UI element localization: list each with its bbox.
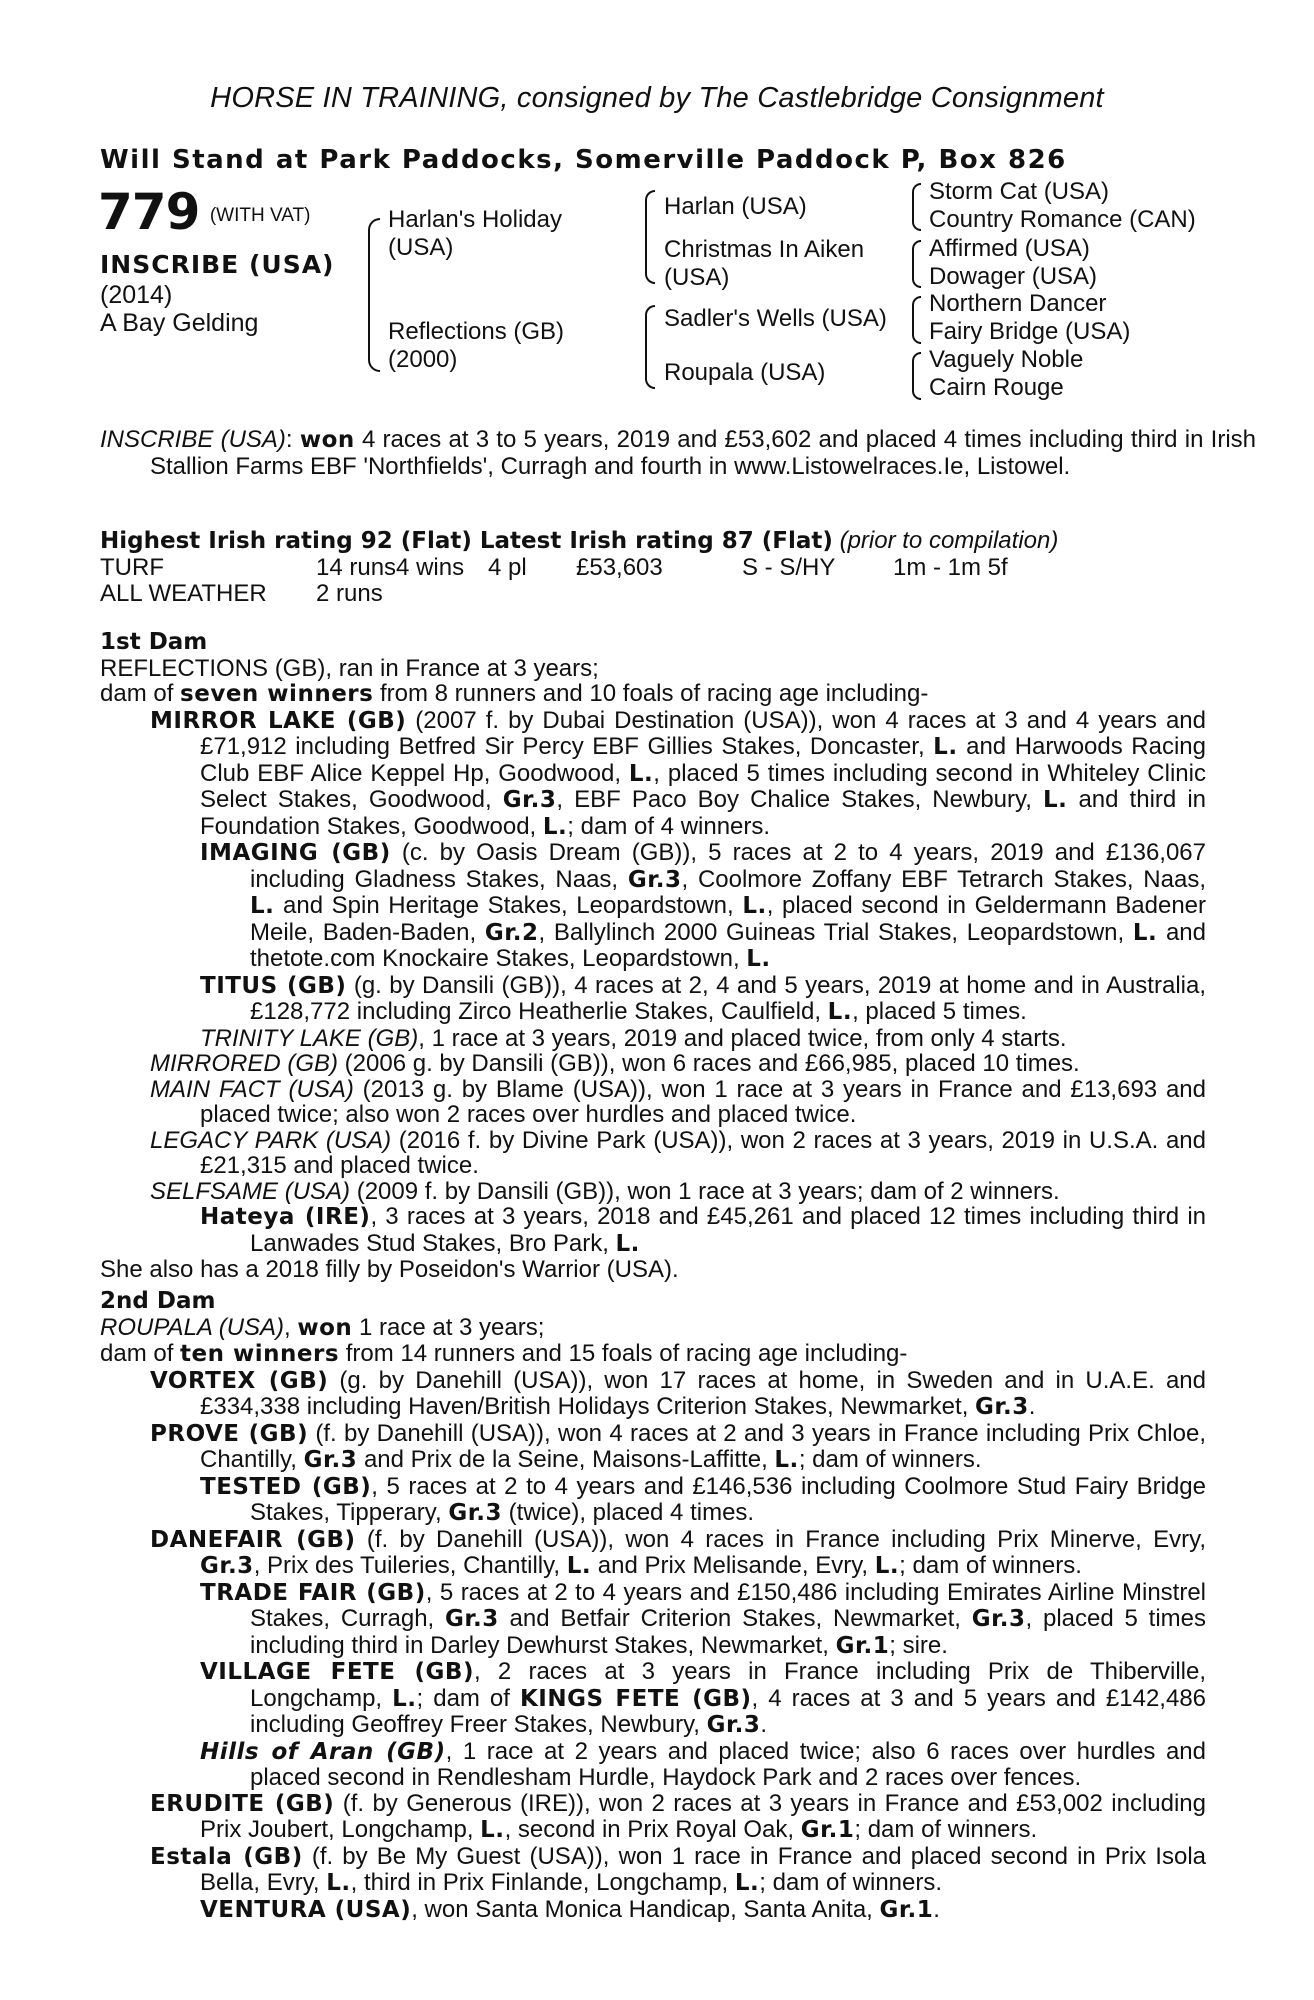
section-heading: 1st Dam xyxy=(100,629,208,655)
turf-runs: 14 runs4 wins xyxy=(316,554,465,581)
lot-number-block xyxy=(98,183,310,241)
pedigree-sire-sire: Harlan (USA) xyxy=(664,193,807,220)
progeny-entry: LEGACY PARK (USA) (2016 f. by Divine Park (USA)), won 2 races at 3 years, 2019 in U.S.A. and £21,315 and placed twice. xyxy=(150,1126,1206,1179)
progeny-entry: MIRROR LAKE (GB) (2007 f. by Dubai Destination (USA)), won 4 races at 3 and 4 years and £71,912 including Betfred Sir Percy EBF Gillies Stakes, Doncaster, L. and Harwoods Racing Club EBF Alice Keppel Hp, Goodwood, L., placed 5 times including second in Whiteley Clinic Select Stakes, Goodwood, Gr.3, EBF Paco Boy Chalice Stakes, Newbury, L. and third in Foundation Stakes, Goodwood, L.; dam of 4 winners. xyxy=(150,706,1206,840)
pedigree-sss: Storm Cat (USA) xyxy=(929,178,1110,205)
section-heading: 2nd Dam xyxy=(100,1288,216,1314)
progeny-entry: SELFSAME (USA) (2009 f. by Dansili (GB)), won 1 race at 3 years; dam of 2 winners. xyxy=(150,1177,1060,1205)
pedigree-sire-dam: Christmas In Aiken (USA) xyxy=(664,236,865,291)
rating-line: Highest Irish rating 92 (Flat) Latest Irish rating 87 (Flat) (prior to compilation) xyxy=(100,527,1059,554)
pedigree-bracket xyxy=(912,296,921,344)
lot-number: 779 xyxy=(98,183,200,241)
second-dam-section: 2nd Dam ROUPALA (USA), won 1 race at 3 years; dam of ten winners from 14 runners and 15 foals of racing age including- VORTEX (GB) (g. by Danehill (USA)), won 17 races at home, in Sweden and in U.A.E. and £334,338 including Haven/British Holidays Criterion Stakes, Newmarket, Gr.3. PROVE (GB) (f. by Danehill (USA)), won 4 races at 2 and 3 years in France including Prix Chloe, Chantilly, Gr.3 and Prix de la Seine, Maisons-Laffitte, L.; dam of winners. TESTED (GB), 5 races at 2 to 4 years and £146,536 including Coolmore Stud Fairy Bridge Stakes, Tipperary, Gr.3 (twice), placed 4 times. DANEFAIR (GB) (f. by Danehill (USA)), won 4 races in France including Prix Minerve, Evry, Gr.3, Prix des Tuileries, Chantilly, L. and Prix Melisande, Evry, L.; dam of winners. TRADE FAIR (GB), 5 races at 2 to 4 years and £150,486 including Emirates Airline Minstrel Stakes, Curragh, Gr.3 and Betfair Criterion Stakes, Newmarket, Gr.3, placed 5 times including third in Darley Dewhurst Stakes, Newmarket, Gr.1; sire. VILLAGE FETE (GB), 2 races at 3 years in France including Prix de Thiberville, Longchamp, L.; dam of KINGS FETE (GB), 4 races at 3 and 5 years and £142,486 including Geoffrey Freer Stakes, Newbury, Gr.3. Hills of Aran (GB), 1 race at 2 years and placed twice; also 6 races over hurdles and placed second in Rendlesham Hurdle, Haydock Park and 2 races over fences. ERUDITE (GB) (f. by Generous (IRE)), won 2 races at 3 years in France and £53,002 including Prix Joubert, Longchamp, L., second in Prix Royal Oak, Gr.1; dam of winners. Estala (GB) (f. by Be My Guest (USA)), won 1 race in France and placed second in Prix Isola Bella, Evry, L., third in Prix Finlande, Longchamp, L.; dam of winners. VENTURA (USA), won Santa Monica Handicap, Santa Anita, Gr.1. xyxy=(100,1288,1207,1923)
progeny-entry: ERUDITE (GB) (f. by Generous (IRE)), won 2 races at 3 years in France and £53,002 including Prix Joubert, Longchamp, L., second in Prix Royal Oak, Gr.1; dam of winners. xyxy=(150,1789,1207,1843)
pedigree-bracket xyxy=(912,183,921,231)
pedigree-dam-dam: Roupala (USA) xyxy=(664,359,826,386)
first-dam-section: 1st Dam REFLECTIONS (GB), ran in France at 3 years; dam of seven winners from 8 runners and 10 foals of racing age including- MIRROR LAKE (GB) (2007 f. by Dubai Destination (USA)), won 4 races at 3 and 4 years and £71,912 including Betfred Sir Percy EBF Gillies Stakes, Doncaster, L. and Harwoods Racing Club EBF Alice Keppel Hp, Goodwood, L., placed 5 times including second in Whiteley Clinic Select Stakes, Goodwood, Gr.3, EBF Paco Boy Chalice Stakes, Newbury, L. and third in Foundation Stakes, Goodwood, L.; dam of 4 winners. IMAGING (GB) (c. by Oasis Dream (GB)), 5 races at 2 to 4 years, 2019 and £136,067 including Gladness Stakes, Naas, Gr.3, Coolmore Zoffany EBF Tetrarch Stakes, Naas, L. and Spin Heritage Stakes, Leopardstown, L., placed second in Geldermann Badener Meile, Baden-Baden, Gr.2, Ballylinch 2000 Guineas Trial Stakes, Leopardstown, L. and thetote.com Knockaire Stakes, Leopardstown, L. TITUS (GB) (g. by Dansili (GB)), 4 races at 2, 4 and 5 years, 2019 at home and in Australia, £128,772 including Zirco Heatherlie Stakes, Caulfield, L., placed 5 times. TRINITY LAKE (GB), 1 race at 3 years, 2019 and placed twice, from only 4 starts. MIRRORED (GB) (2006 g. by Dansili (GB)), won 6 races and £66,985, placed 10 times. MAIN FACT (USA) (2013 g. by Blame (USA)), won 1 race at 3 years in France and £13,693 and placed twice; also won 2 races over hurdles and placed twice. LEGACY PARK (USA) (2016 f. by Divine Park (USA)), won 2 races at 3 years, 2019 in U.S.A. and £21,315 and placed twice. SELFSAME (USA) (2009 f. by Dansili (GB)), won 1 race at 3 years; dam of 2 winners. Hateya (IRE), 3 races at 3 years, 2018 and £45,261 and placed 12 times including third in Lanwades Stud Stakes, Bro Park, L. She also has a 2018 filly by Poseidon's Warrior (USA). xyxy=(100,629,1207,1283)
pedigree-bracket xyxy=(912,352,921,400)
turf-distance: 1m - 1m 5f xyxy=(893,554,1008,581)
progeny-entry: TRADE FAIR (GB), 5 races at 2 to 4 years and £150,486 including Emirates Airline Minstrel Stakes, Curragh, Gr.3 and Betfair Criterion Stakes, Newmarket, Gr.3, placed 5 times including third in Darley Dewhurst Stakes, Newmarket, Gr.1; sire. xyxy=(200,1578,1207,1659)
pedigree-bracket xyxy=(645,190,655,284)
pedigree-dds: Vaguely Noble xyxy=(929,346,1084,373)
stand-location: Will Stand at Park Paddocks, Somerville Paddock P, Box 826 xyxy=(100,145,1067,175)
pedigree-bracket xyxy=(368,218,380,372)
progeny-entry: VORTEX (GB) (g. by Danehill (USA)), won 17 races at home, in Sweden and in U.A.E. and £334,338 including Haven/British Holidays Criterion Stakes, Newmarket, Gr.3. xyxy=(150,1366,1206,1420)
race-summary: INSCRIBE (USA): won 4 races at 3 to 5 years, 2019 and £53,602 and placed 4 times including third in Irish Stallion Farms EBF 'Northfields', Curragh and fourth in www.Listowelraces.Ie, Listowel. xyxy=(100,426,1257,480)
pedigree-dss: Northern Dancer xyxy=(929,290,1107,317)
pedigree-dam-sire: Sadler's Wells (USA) xyxy=(664,305,887,332)
vat-note: (WITH VAT) xyxy=(209,205,311,226)
progeny-entry: TESTED (GB), 5 races at 2 to 4 years and £146,536 including Coolmore Stud Fairy Bridge Stakes, Tipperary, Gr.3 (twice), placed 4 times. xyxy=(200,1472,1206,1526)
horse-description: A Bay Gelding xyxy=(100,309,259,337)
progeny-entry: Hills of Aran (GB), 1 race at 2 years and placed twice; also 6 races over hurdles and placed second in Rendlesham Hurdle, Haydock Park and 2 races over fences. xyxy=(200,1737,1206,1791)
progeny-entry: TITUS (GB) (g. by Dansili (GB)), 4 races at 2, 4 and 5 years, 2019 at home and in Australia, £128,772 including Zirco Heatherlie Stakes, Caulfield, L., placed 5 times. xyxy=(200,971,1206,1025)
page-header: HORSE IN TRAINING, consigned by The Castlebridge Consignment xyxy=(210,82,1104,114)
pedigree-dsd: Fairy Bridge (USA) xyxy=(929,318,1131,345)
pedigree-sds: Affirmed (USA) xyxy=(929,235,1090,262)
progeny-entry: IMAGING (GB) (c. by Oasis Dream (GB)), 5 races at 2 to 4 years, 2019 and £136,067 including Gladness Stakes, Naas, Gr.3, Coolmore Zoffany EBF Tetrarch Stakes, Naas, L. and Spin Heritage Stakes, Leopardstown, L., placed second in Geldermann Badener Meile, Baden-Baden, Gr.2, Ballylinch 2000 Guineas Trial Stakes, Leopardstown, L. and thetote.com Knockaire Stakes, Leopardstown, L. xyxy=(200,839,1207,972)
pedigree-ssd: Country Romance (CAN) xyxy=(929,206,1196,233)
pedigree-bracket xyxy=(912,240,921,288)
turf-label: TURF xyxy=(100,554,164,581)
pedigree-ddd: Cairn Rouge xyxy=(929,374,1064,401)
pedigree-bracket xyxy=(645,305,655,389)
progeny-entry: VENTURA (USA), won Santa Monica Handicap, Santa Anita, Gr.1. xyxy=(200,1895,940,1923)
pedigree-dam: Reflections (GB) (2000) xyxy=(388,318,565,373)
aw-runs: 2 runs xyxy=(316,580,383,607)
progeny-entry: MAIN FACT (USA) (2013 g. by Blame (USA)), won 1 race at 3 years in France and £13,693 and placed twice; also won 2 races over hurdles and placed twice. xyxy=(150,1075,1206,1128)
pedigree-sdd: Dowager (USA) xyxy=(929,263,1098,290)
pedigree-sire: Harlan's Holiday (USA) xyxy=(388,206,562,261)
progeny-entry: PROVE (GB) (f. by Danehill (USA)), won 4 races at 2 and 3 years in France including Prix Chloe, Chantilly, Gr.3 and Prix de la Seine, Maisons-Laffitte, L.; dam of winners. xyxy=(150,1419,1206,1473)
progeny-entry: TRINITY LAKE (GB), 1 race at 3 years, 2019 and placed twice, from only 4 starts. xyxy=(200,1024,1067,1052)
horse-name: INSCRIBE (USA) xyxy=(100,250,335,279)
horse-year: (2014) xyxy=(100,281,173,309)
progeny-entry: Estala (GB) (f. by Be My Guest (USA)), won 1 race in France and placed second in Prix Isola Bella, Evry, L., third in Prix Finlande, Longchamp, L.; dam of winners. xyxy=(150,1842,1207,1896)
aw-label: ALL WEATHER xyxy=(100,580,267,607)
turf-placed: 4 pl xyxy=(488,554,527,581)
turf-going: S - S/HY xyxy=(742,554,836,581)
progeny-entry: Hateya (IRE), 3 races at 3 years, 2018 and £45,261 and placed 12 times including third in Lanwades Stud Stakes, Bro Park, L. xyxy=(200,1203,1207,1257)
turf-prize-money: £53,603 xyxy=(576,554,663,581)
progeny-entry: VILLAGE FETE (GB), 2 races at 3 years in France including Prix de Thiberville, Longchamp, L.; dam of KINGS FETE (GB), 4 races at 3 and 5 years and £142,486 including Geoffrey Freer Stakes, Newbury, Gr.3. xyxy=(200,1658,1207,1738)
progeny-entry: MIRRORED (GB) (2006 g. by Dansili (GB)), won 6 races and £66,985, placed 10 times. xyxy=(150,1050,1080,1077)
progeny-entry: DANEFAIR (GB) (f. by Danehill (USA)), won 4 races in France including Prix Minerve, Evry, Gr.3, Prix des Tuileries, Chantilly, L. and Prix Melisande, Evry, L.; dam of winners. xyxy=(150,1525,1206,1579)
